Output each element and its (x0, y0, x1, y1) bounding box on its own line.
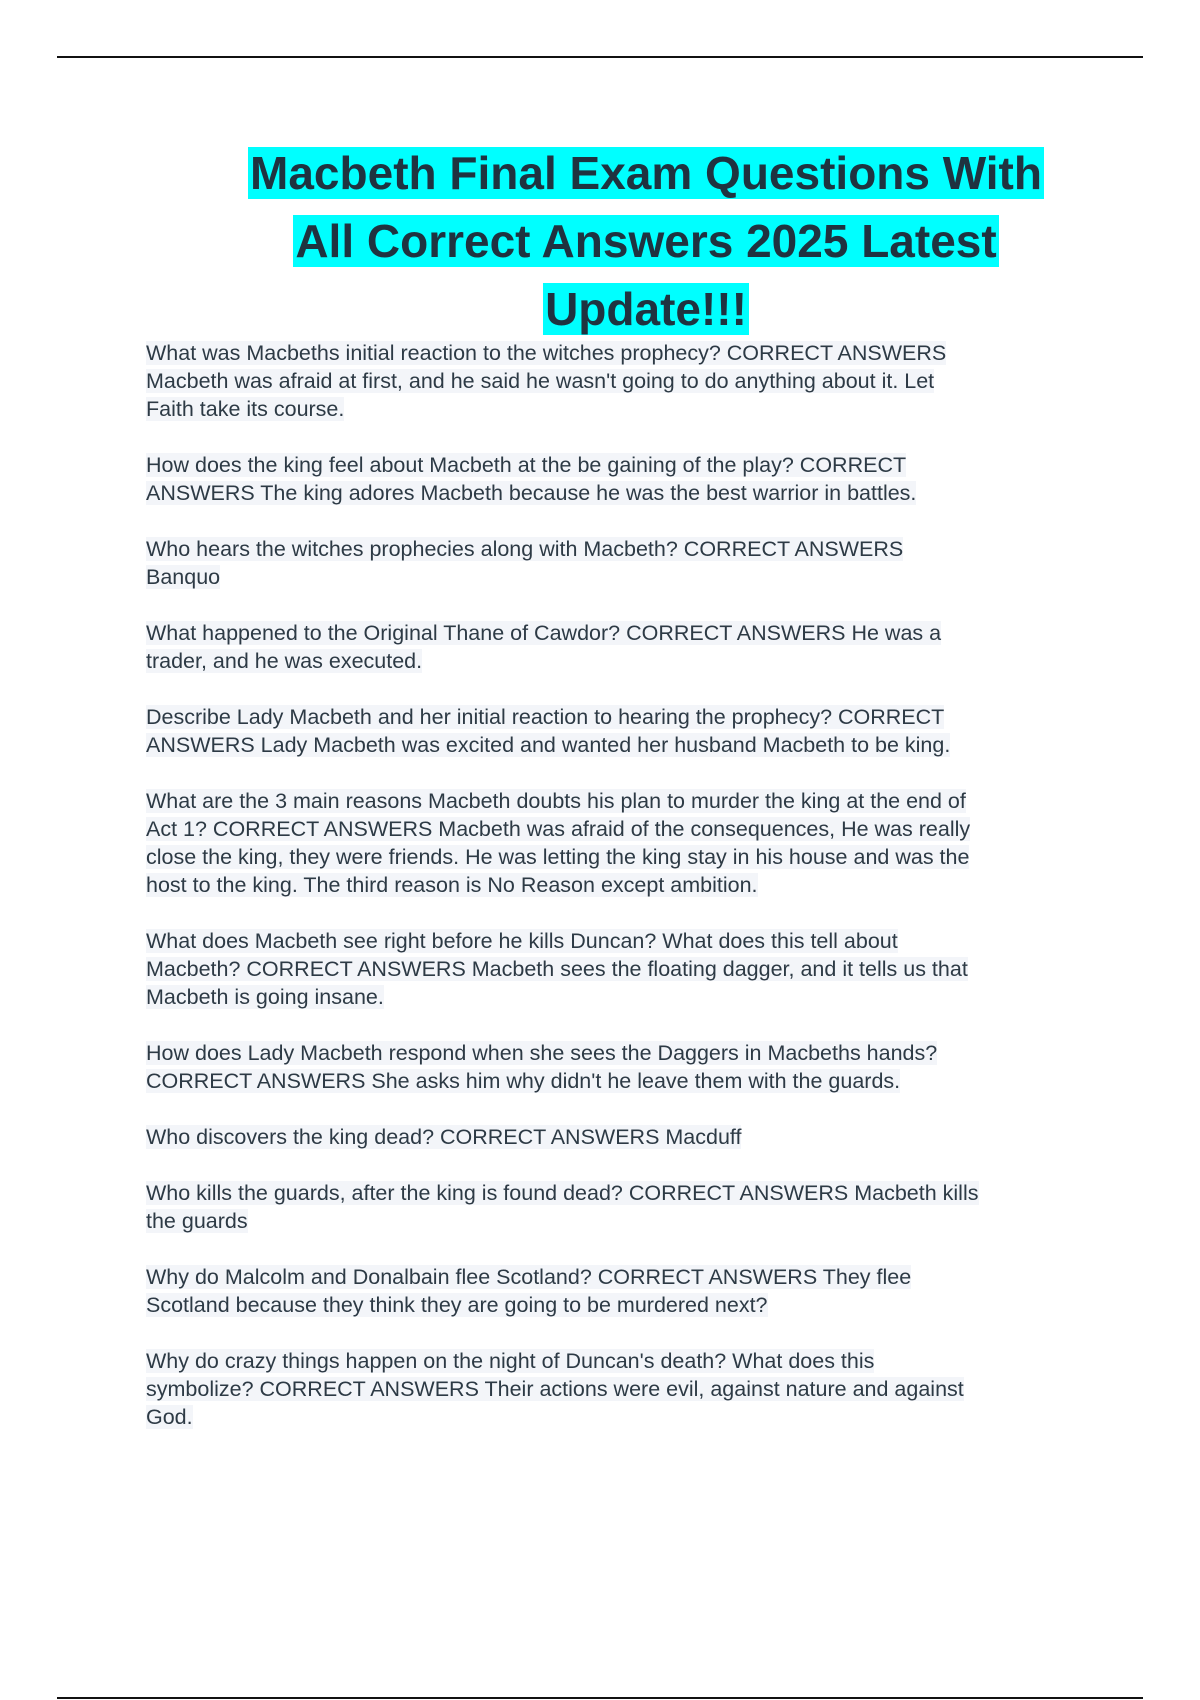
title-line: Macbeth Final Exam Questions With (250, 147, 1042, 199)
qa-paragraph (146, 451, 1106, 507)
title-line: Update!!! (545, 283, 747, 335)
qa-paragraph (146, 1039, 1106, 1095)
qa-paragraph (146, 1263, 1106, 1319)
qa-line: Banquo (146, 565, 221, 589)
qa-paragraph (146, 535, 1106, 591)
qa-line: What happened to the Original Thane of Cawdor? CORRECT ANSWERS He was a (146, 621, 942, 645)
qa-line: Macbeth? CORRECT ANSWERS Macbeth sees the floating dagger, and it tells us that (146, 957, 968, 981)
title-line: All Correct Answers 2025 Latest (295, 215, 997, 267)
qa-list (146, 339, 1106, 1459)
qa-paragraph (146, 703, 1106, 759)
qa-line: Who hears the witches prophecies along with Macbeth? CORRECT ANSWERS (146, 537, 904, 561)
qa-line: trader, and he was executed. (146, 649, 423, 673)
qa-line: ANSWERS The king adores Macbeth because he was the best warrior in battles. (146, 481, 917, 505)
qa-line: What was Macbeths initial reaction to the witches prophecy? CORRECT ANSWERS (146, 341, 947, 365)
qa-line: the guards (146, 1209, 248, 1233)
qa-line: Why do Malcolm and Donalbain flee Scotland? CORRECT ANSWERS They flee (146, 1265, 912, 1289)
qa-line: Act 1? CORRECT ANSWERS Macbeth was afraid of the consequences, He was really (146, 817, 971, 841)
qa-line: Faith take its course. (146, 397, 345, 421)
qa-line: Describe Lady Macbeth and her initial reaction to hearing the prophecy? CORRECT (146, 705, 945, 729)
qa-line: symbolize? CORRECT ANSWERS Their actions were evil, against nature and against (146, 1377, 964, 1401)
qa-paragraph (146, 787, 1106, 899)
qa-paragraph (146, 619, 1106, 675)
qa-paragraph (146, 339, 1106, 423)
qa-line: Scotland because they think they are going to be murdered next? (146, 1293, 768, 1317)
qa-line: How does Lady Macbeth respond when she sees the Daggers in Macbeths hands? (146, 1041, 938, 1065)
qa-line: What are the 3 main reasons Macbeth doubts his plan to murder the king at the end of (146, 789, 966, 813)
qa-line: host to the king. The third reason is No Reason except ambition. (146, 873, 758, 897)
qa-paragraph (146, 1347, 1106, 1431)
qa-line: How does the king feel about Macbeth at the be gaining of the play? CORRECT (146, 453, 907, 477)
qa-paragraph (146, 1179, 1106, 1235)
qa-line: CORRECT ANSWERS She asks him why didn't he leave them with the guards. (146, 1069, 901, 1093)
qa-line: Macbeth is going insane. (146, 985, 384, 1009)
qa-paragraph (146, 927, 1106, 1011)
qa-line: close the king, they were friends. He was letting the king stay in his house and was the (146, 845, 970, 869)
qa-line: Macbeth was afraid at first, and he said he wasn't going to do anything about it. Let (146, 369, 935, 393)
qa-paragraph (146, 1123, 1106, 1151)
qa-line: ANSWERS Lady Macbeth was excited and wanted her husband Macbeth to be king. (146, 733, 951, 757)
top-rule (57, 56, 1143, 58)
qa-line: Who discovers the king dead? CORRECT ANSWERS Macduff (146, 1125, 742, 1149)
qa-line: Why do crazy things happen on the night of Duncan's death? What does this (146, 1349, 875, 1373)
qa-line: What does Macbeth see right before he kills Duncan? What does this tell about (146, 929, 898, 953)
document-title (146, 145, 1146, 349)
qa-line: God. (146, 1405, 193, 1429)
bottom-rule (57, 1697, 1143, 1699)
qa-line: Who kills the guards, after the king is found dead? CORRECT ANSWERS Macbeth kills (146, 1181, 979, 1205)
